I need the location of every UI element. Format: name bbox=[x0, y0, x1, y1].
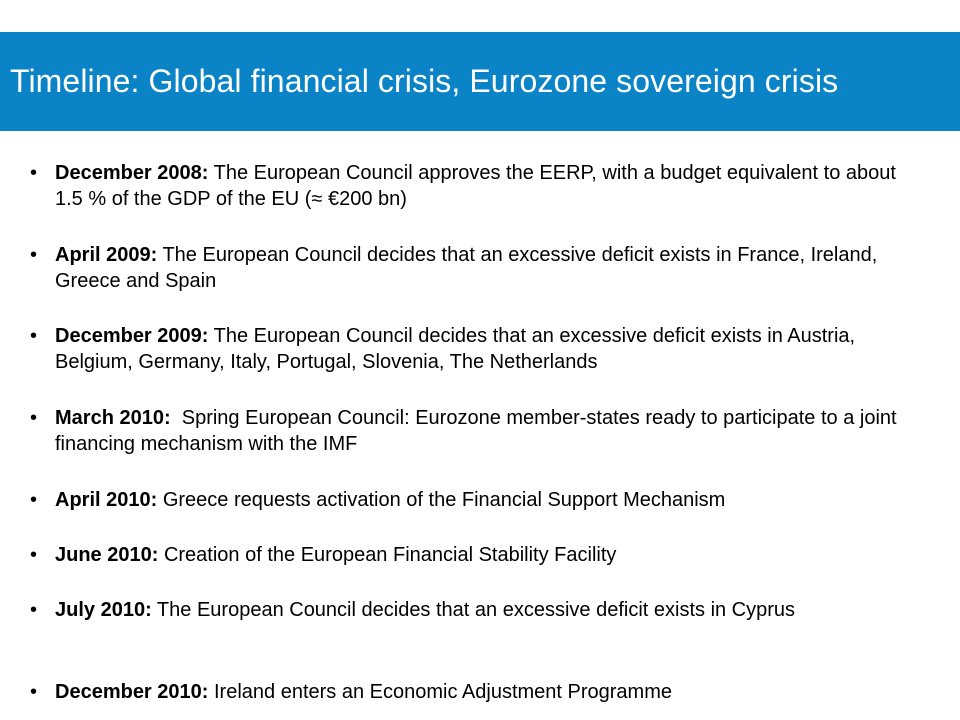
timeline-item-text bbox=[55, 323, 910, 375]
bullet-dot: • bbox=[30, 407, 38, 429]
timeline-description: The European Council decides that an excessive deficit exists in France, Ireland, Greece and Spain bbox=[55, 244, 878, 292]
timeline-item bbox=[30, 242, 910, 294]
bullet-dot: • bbox=[30, 325, 38, 347]
timeline-item-text bbox=[55, 160, 910, 212]
timeline-description: Creation of the European Financial Stability Facility bbox=[158, 544, 617, 566]
bullet-dot: • bbox=[30, 489, 38, 511]
timeline-date: December 2010: bbox=[55, 681, 209, 703]
timeline-item-text bbox=[55, 679, 910, 705]
timeline-item-text bbox=[55, 597, 910, 623]
bullet-dot: • bbox=[30, 244, 38, 266]
bullet-dot: • bbox=[30, 544, 38, 566]
timeline-item bbox=[30, 323, 910, 375]
timeline-description: The European Council approves the EERP, with a budget equivalent to about 1.5 % of the GDP of the EU (≈ €200 bn) bbox=[55, 162, 896, 210]
bullet-dot: • bbox=[30, 599, 38, 621]
timeline-item-text bbox=[55, 405, 910, 457]
timeline-item-text bbox=[55, 242, 910, 294]
timeline-date: June 2010: bbox=[55, 544, 159, 566]
timeline-date: April 2010: bbox=[55, 489, 158, 511]
timeline-item bbox=[30, 542, 910, 568]
timeline-item bbox=[30, 160, 910, 212]
timeline-item-text bbox=[55, 542, 910, 568]
timeline-date: March 2010: bbox=[55, 407, 171, 429]
timeline-description: The European Council decides that an excessive deficit exists in Austria, Belgium, Germany, Italy, Portugal, Slovenia, The Netherlands bbox=[55, 325, 856, 373]
timeline-description: Spring European Council: Eurozone member-states ready to participate to a joint financing mechanism with the IMF bbox=[55, 407, 903, 455]
timeline-description: The European Council decides that an excessive deficit exists in Cyprus bbox=[151, 599, 796, 621]
timeline-item bbox=[30, 597, 910, 623]
timeline-item bbox=[30, 487, 910, 513]
timeline-item-text bbox=[55, 487, 910, 513]
timeline-date: July 2010: bbox=[55, 599, 152, 621]
timeline-date: April 2009: bbox=[55, 244, 158, 266]
timeline-description: Greece requests activation of the Financial Support Mechanism bbox=[157, 489, 726, 511]
timeline-description: Ireland enters an Economic Adjustment Programme bbox=[208, 681, 672, 703]
timeline-item bbox=[30, 405, 910, 457]
timeline-date: December 2009: bbox=[55, 325, 209, 347]
timeline-date: December 2008: bbox=[55, 162, 209, 184]
bullet-dot: • bbox=[30, 162, 38, 184]
timeline-item bbox=[30, 679, 910, 705]
slide-title: Timeline: Global financial crisis, Eurozone sovereign crisis bbox=[10, 63, 839, 99]
bullet-dot: • bbox=[30, 681, 38, 703]
